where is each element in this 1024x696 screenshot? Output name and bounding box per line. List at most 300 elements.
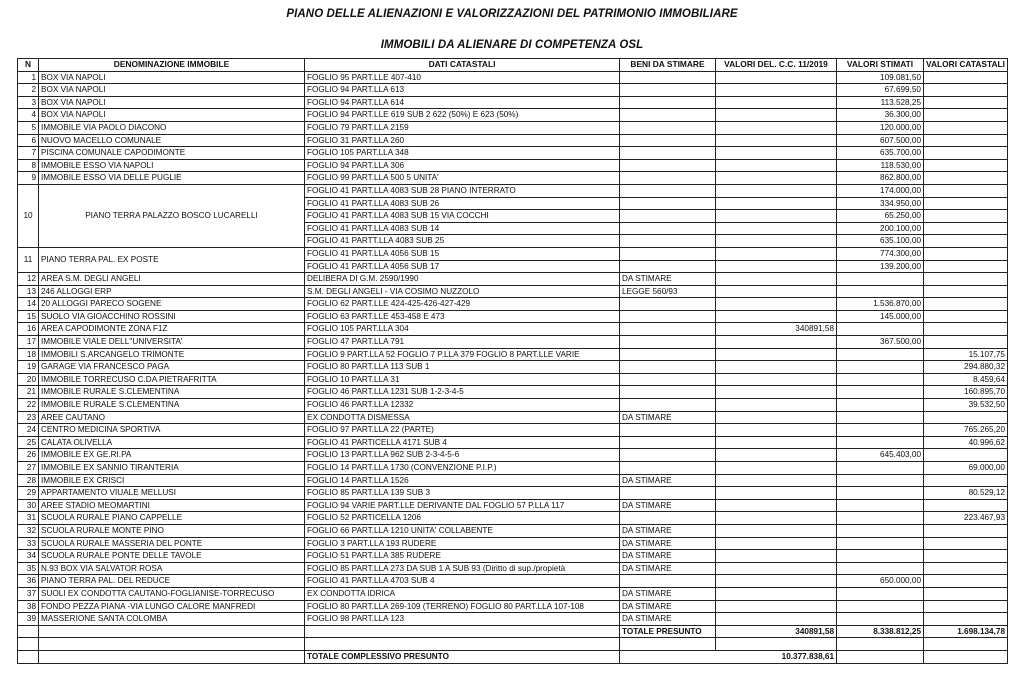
- cell-valori-stimati: [837, 587, 924, 600]
- cell-dati-catastali: FOGLIO 85 PART.LLA 273 DA SUB 1 A SUB 93 (Diritto di sup./propietà: [305, 562, 620, 575]
- cell-valori-stimati: [837, 550, 924, 563]
- cell-valori-cc: [716, 524, 837, 537]
- cell-valori-stimati: 650.000,00: [837, 575, 924, 588]
- cell-valori-cc: [716, 336, 837, 349]
- cell-dati-catastali: FOGLIO 97 PART.LLA 22 (PARTE): [305, 424, 620, 437]
- cell-valori-catastali: [924, 562, 1008, 575]
- cell-valori-cc: [716, 235, 837, 248]
- cell-valori-cc: [716, 537, 837, 550]
- cell-valori-cc: [716, 96, 837, 109]
- table-row: [18, 147, 1008, 160]
- cell-valori-cc: [716, 210, 837, 223]
- table-row: [18, 285, 1008, 298]
- cell-dati-catastali: FOGLIO 105 PART.LLA 304: [305, 323, 620, 336]
- cell-valori-stimati: [837, 323, 924, 336]
- table-row: [18, 524, 1008, 537]
- cell-n: [18, 625, 39, 638]
- table-row: [18, 587, 1008, 600]
- cell-denominazione: IMMOBILE EX SANNIO TIRANTERIA: [39, 462, 305, 475]
- cell-denominazione: AREE CAUTANO: [39, 411, 305, 424]
- cell-n: 24: [18, 424, 39, 437]
- cell-valori-cc: [716, 487, 837, 500]
- table-row: [18, 323, 1008, 336]
- cell-beni-da-stimare: [620, 399, 716, 412]
- cell-n: 28: [18, 474, 39, 487]
- totals-label: TOTALE PRESUNTO: [620, 625, 716, 638]
- cell-valori-stimati: 36.300,00: [837, 109, 924, 122]
- cell-valori-cc: [716, 348, 837, 361]
- cell-valori-cc: [716, 260, 837, 273]
- cell-valori-catastali: [924, 134, 1008, 147]
- table-row: [18, 613, 1008, 626]
- cell-denominazione: MASSERIONE SANTA COLOMBA: [39, 613, 305, 626]
- cell-valori-cc: [716, 474, 837, 487]
- cell-denominazione: FONDO PEZZA PIANA -VIA LUNGO CALORE MANFREDI: [39, 600, 305, 613]
- cell-n: 36: [18, 575, 39, 588]
- table-row: [18, 462, 1008, 475]
- table-row: [18, 348, 1008, 361]
- cell-beni-da-stimare: DA STIMARE: [620, 524, 716, 537]
- cell-valori-cc: [716, 172, 837, 185]
- cell-valori-catastali: [924, 474, 1008, 487]
- cell-valori-catastali: 294.880,32: [924, 361, 1008, 374]
- cell-n: 14: [18, 298, 39, 311]
- table-row: [18, 298, 1008, 311]
- cell-valori-cc: [716, 84, 837, 97]
- cell-dati-catastali: FOGLIO 41 PART.LLA 4083 SUB 14: [305, 222, 620, 235]
- table-row: [18, 109, 1008, 122]
- cell-beni-da-stimare: [620, 147, 716, 160]
- cell-n: 16: [18, 323, 39, 336]
- cell-valori-stimati: 607.500,00: [837, 134, 924, 147]
- cell-dati-catastali: FOGLIO 41 PARTT.LLA 4083 SUB 25: [305, 235, 620, 248]
- totals-row: [18, 625, 1008, 638]
- cell-valori-stimati: [837, 411, 924, 424]
- cell-valori-stimati: [837, 462, 924, 475]
- blank-row: [18, 638, 1008, 651]
- cell-valori-stimati: [837, 474, 924, 487]
- cell-denominazione: SCUOLA RURALE MONTE PINO: [39, 524, 305, 537]
- cell-denominazione: AREA S.M. DEGLI ANGELI: [39, 273, 305, 286]
- cell-n: 32: [18, 524, 39, 537]
- cell-denominazione: SUOLI EX CONDOTTA CAUTANO-FOGLIANISE-TORRECUSO: [39, 587, 305, 600]
- table-row: [18, 575, 1008, 588]
- cell-dati-catastali: FOGLIO 51 PART.LLA 385 RUDERE: [305, 550, 620, 563]
- cell-denominazione: AREE STADIO MEOMARTINI: [39, 499, 305, 512]
- table-row: [18, 84, 1008, 97]
- cell-valori-stimati: [837, 285, 924, 298]
- table-row: [18, 399, 1008, 412]
- cell-beni-da-stimare: [620, 512, 716, 525]
- cell-valori-catastali: [924, 147, 1008, 160]
- cell-valori-cc: [716, 386, 837, 399]
- table-row: [18, 411, 1008, 424]
- table-row: [18, 386, 1008, 399]
- cell-dati-catastali: EX CONDOTTA DISMESSA: [305, 411, 620, 424]
- cell-valori-catastali: [924, 310, 1008, 323]
- cell-beni-da-stimare: [620, 71, 716, 84]
- cell-beni-da-stimare: DA STIMARE: [620, 411, 716, 424]
- cell-n: 7: [18, 147, 39, 160]
- cell-beni-da-stimare: DA STIMARE: [620, 499, 716, 512]
- table-row: [18, 537, 1008, 550]
- cell-valori-cc: [716, 462, 837, 475]
- cell-dati-catastali: FOGLIO 46 PART.LLA 1231 SUB 1-2-3-4-5: [305, 386, 620, 399]
- cell-valori-cc: [716, 310, 837, 323]
- cell-dati-catastali: FOGLIO 14 PART.LLA 1526: [305, 474, 620, 487]
- cell-valori-cc: [716, 147, 837, 160]
- totals-valori-stimati: 8.338.812,25: [837, 625, 924, 638]
- cell-valori-stimati: [837, 499, 924, 512]
- cell-denominazione: IMMOBILE VIA PAOLO DIACONO: [39, 121, 305, 134]
- cell-valori-catastali: [924, 449, 1008, 462]
- totals-valori-catastali: 1.698.134,78: [924, 625, 1008, 638]
- cell-beni-da-stimare: DA STIMARE: [620, 587, 716, 600]
- cell-valori-cc: [716, 285, 837, 298]
- table-row: [18, 184, 1008, 197]
- table-row: [18, 310, 1008, 323]
- cell-valori-catastali: [924, 96, 1008, 109]
- cell-valori-cc: [716, 449, 837, 462]
- cell-n: 19: [18, 361, 39, 374]
- cell-valori-catastali: [924, 524, 1008, 537]
- cell-n: 27: [18, 462, 39, 475]
- table-row: [18, 273, 1008, 286]
- table-row: [18, 474, 1008, 487]
- cell-beni-da-stimare: [620, 197, 716, 210]
- table-row: [18, 121, 1008, 134]
- blank-cell: [18, 638, 39, 651]
- cell-denominazione: CENTRO MEDICINA SPORTIVA: [39, 424, 305, 437]
- grand-total-row: [18, 650, 1008, 663]
- cell-dati-catastali: FOGLIO 63 PART.LLE 453-458 E 473: [305, 310, 620, 323]
- table-row: [18, 449, 1008, 462]
- cell-dati-catastali: FOGLIO 41 PART.LLA 4083 SUB 28 PIANO INTERRATO: [305, 184, 620, 197]
- cell-valori-stimati: [837, 373, 924, 386]
- cell-beni-da-stimare: [620, 323, 716, 336]
- cell-valori-stimati: 145.000,00: [837, 310, 924, 323]
- cell-valori-cc: [716, 197, 837, 210]
- cell-valori-stimati: [837, 273, 924, 286]
- cell-beni-da-stimare: [620, 172, 716, 185]
- cell-valori-stimati: 862.800,00: [837, 172, 924, 185]
- table-row: [18, 550, 1008, 563]
- blank-cell: [924, 650, 1008, 663]
- cell-valori-cc: [716, 550, 837, 563]
- cell-valori-catastali: [924, 298, 1008, 311]
- table-row: [18, 424, 1008, 437]
- cell-denominazione: BOX VIA NAPOLI: [39, 84, 305, 97]
- header-denominazione: DENOMINAZIONE IMMOBILE: [39, 59, 305, 72]
- cell-beni-da-stimare: [620, 184, 716, 197]
- cell-beni-da-stimare: [620, 121, 716, 134]
- cell-dati-catastali: FOGLIO 99 PART.LLA 500 5 UNITA': [305, 172, 620, 185]
- cell-n: 1: [18, 71, 39, 84]
- cell-beni-da-stimare: [620, 235, 716, 248]
- cell-dati-catastali: FOGLIO 41 PART.LLA 4083 SUB 26: [305, 197, 620, 210]
- cell-dati-catastali: FOGLIO 41 PART.LLA 4083 SUB 15 VIA COCCHI: [305, 210, 620, 223]
- cell-valori-cc: [716, 184, 837, 197]
- cell-valori-catastali: [924, 121, 1008, 134]
- cell-valori-cc: [716, 600, 837, 613]
- cell-dati-catastali: FOGLIO 94 PART.LLA 613: [305, 84, 620, 97]
- cell-valori-cc: [716, 373, 837, 386]
- table-row: [18, 96, 1008, 109]
- cell-valori-cc: [716, 512, 837, 525]
- cell-denominazione: GARAGE VIA FRANCESCO PAGA: [39, 361, 305, 374]
- cell-valori-cc: [716, 71, 837, 84]
- blank-cell: [837, 638, 924, 651]
- cell-beni-da-stimare: [620, 134, 716, 147]
- cell-valori-catastali: 8.459,64: [924, 373, 1008, 386]
- cell-dati-catastali: FOGLIO 41 PART.LLA 4703 SUB 4: [305, 575, 620, 588]
- cell-valori-catastali: [924, 222, 1008, 235]
- table-row: [18, 247, 1008, 260]
- cell-valori-stimati: 334.950,00: [837, 197, 924, 210]
- cell-valori-cc: [716, 273, 837, 286]
- header-n: N: [18, 59, 39, 72]
- cell-n: [18, 650, 39, 663]
- table-row: [18, 487, 1008, 500]
- cell-dati-catastali: FOGLIO 79 PART.LLA 2159: [305, 121, 620, 134]
- cell-valori-stimati: [837, 361, 924, 374]
- cell-dati-catastali: FOGLIO 46 PART.LLA 12332: [305, 399, 620, 412]
- cell-n: 12: [18, 273, 39, 286]
- cell-beni-da-stimare: DA STIMARE: [620, 537, 716, 550]
- cell-valori-stimati: [837, 613, 924, 626]
- cell-valori-catastali: [924, 411, 1008, 424]
- cell-beni-da-stimare: [620, 436, 716, 449]
- cell-denominazione: BOX VIA NAPOLI: [39, 71, 305, 84]
- cell-valori-cc: [716, 134, 837, 147]
- cell-dati-catastali: FOGLIO 98 PART.LLA 123: [305, 613, 620, 626]
- cell-dati-catastali: [305, 625, 620, 638]
- cell-n: 6: [18, 134, 39, 147]
- cell-n: 11: [18, 247, 39, 272]
- cell-n: 4: [18, 109, 39, 122]
- cell-dati-catastali: FOGLIO 10 PART.LLA 31: [305, 373, 620, 386]
- cell-valori-catastali: [924, 247, 1008, 260]
- cell-valori-cc: [716, 411, 837, 424]
- cell-dati-catastali: FOGLIO 94 PART.LLA 306: [305, 159, 620, 172]
- cell-beni-da-stimare: [620, 424, 716, 437]
- cell-denominazione: PIANO TERRA PAL. EX POSTE: [39, 247, 305, 272]
- cell-n: 5: [18, 121, 39, 134]
- cell-denominazione: IMMOBILE RURALE S.CLEMENTINA: [39, 399, 305, 412]
- cell-valori-cc: 340891,58: [716, 323, 837, 336]
- cell-valori-catastali: [924, 285, 1008, 298]
- cell-valori-catastali: [924, 600, 1008, 613]
- cell-beni-da-stimare: [620, 247, 716, 260]
- cell-valori-catastali: [924, 210, 1008, 223]
- cell-valori-catastali: [924, 84, 1008, 97]
- cell-denominazione: PISCINA COMUNALE CAPODIMONTE: [39, 147, 305, 160]
- cell-beni-da-stimare: [620, 449, 716, 462]
- table-row: [18, 600, 1008, 613]
- cell-valori-cc: [716, 109, 837, 122]
- cell-dati-catastali: FOGLIO 85 PART.LLA 139 SUB 3: [305, 487, 620, 500]
- cell-denominazione: PIANO TERRA PALAZZO BOSCO LUCARELLI: [39, 184, 305, 247]
- cell-n: 10: [18, 184, 39, 247]
- cell-dati-catastali: FOGLIO 31 PART.LLA 260: [305, 134, 620, 147]
- cell-beni-da-stimare: [620, 487, 716, 500]
- cell-denominazione: AREA CAPODIMONTE ZONA F1Z: [39, 323, 305, 336]
- cell-beni-da-stimare: DA STIMARE: [620, 273, 716, 286]
- document-subtitle: IMMOBILI DA ALIENARE DI COMPETENZA OSL: [380, 39, 644, 51]
- cell-n: 23: [18, 411, 39, 424]
- cell-denominazione: IMMOBILE ESSO VIA NAPOLI: [39, 159, 305, 172]
- cell-denominazione: SCUOLA RURALE PIANO CAPPELLE: [39, 512, 305, 525]
- cell-denominazione: IMMOBILE EX GE.RI.PA: [39, 449, 305, 462]
- cell-valori-catastali: [924, 587, 1008, 600]
- cell-n: 34: [18, 550, 39, 563]
- cell-n: 3: [18, 96, 39, 109]
- cell-beni-da-stimare: [620, 298, 716, 311]
- cell-dati-catastali: FOGLIO 41 PART.LLA 4056 SUB 15: [305, 247, 620, 260]
- cell-denominazione: BOX VIA NAPOLI: [39, 109, 305, 122]
- cell-valori-cc: [716, 436, 837, 449]
- cell-valori-catastali: 15.107,75: [924, 348, 1008, 361]
- cell-dati-catastali: DELIBERA DI G.M. 2590/1990: [305, 273, 620, 286]
- cell-dati-catastali: FOGLIO 62 PART.LLE 424-425-426-427-429: [305, 298, 620, 311]
- cell-dati-catastali: FOGLIO 3 PART.LLA 193 RUDERE: [305, 537, 620, 550]
- table-row: [18, 436, 1008, 449]
- cell-beni-da-stimare: [620, 84, 716, 97]
- cell-valori-stimati: [837, 386, 924, 399]
- cell-beni-da-stimare: [620, 310, 716, 323]
- cell-denominazione: NUOVO MACELLO COMUNALE: [39, 134, 305, 147]
- cell-beni-da-stimare: [620, 109, 716, 122]
- cell-denominazione: IMMOBILE ESSO VIA DELLE PUGLIE: [39, 172, 305, 185]
- cell-valori-stimati: [837, 524, 924, 537]
- cell-valori-catastali: [924, 184, 1008, 197]
- cell-n: 33: [18, 537, 39, 550]
- grand-total-value: 10.377.838,61: [620, 650, 837, 663]
- cell-valori-stimati: 118.530,00: [837, 159, 924, 172]
- cell-denominazione: IMMOBILE VIALE DELL''UNIVERSITA': [39, 336, 305, 349]
- cell-valori-cc: [716, 222, 837, 235]
- cell-valori-catastali: [924, 172, 1008, 185]
- cell-valori-catastali: 40.996,62: [924, 436, 1008, 449]
- cell-valori-stimati: 635.700,00: [837, 147, 924, 160]
- table-row: [18, 562, 1008, 575]
- cell-n: 26: [18, 449, 39, 462]
- cell-valori-stimati: 67.699,50: [837, 84, 924, 97]
- cell-dati-catastali: FOGLIO 95 PART.LLE 407-410: [305, 71, 620, 84]
- cell-denominazione: SCUOLA RURALE PONTE DELLE TAVOLE: [39, 550, 305, 563]
- cell-valori-catastali: 69.000,00: [924, 462, 1008, 475]
- cell-n: 35: [18, 562, 39, 575]
- cell-valori-catastali: 80.529,12: [924, 487, 1008, 500]
- cell-dati-catastali: FOGLIO 105 PART.LLA 348: [305, 147, 620, 160]
- cell-dati-catastali: FOGLIO 41 PARTICELLA 4171 SUB 4: [305, 436, 620, 449]
- cell-valori-stimati: [837, 348, 924, 361]
- cell-dati-catastali: S.M. DEGLI ANGELI - VIA COSIMO NUZZOLO: [305, 285, 620, 298]
- cell-valori-catastali: [924, 537, 1008, 550]
- cell-valori-catastali: 223.467,93: [924, 512, 1008, 525]
- cell-valori-stimati: [837, 399, 924, 412]
- cell-dati-catastali: FOGLIO 52 PARTICELLA 1206: [305, 512, 620, 525]
- cell-dati-catastali: FOGLIO 47 PART.LLA 791: [305, 336, 620, 349]
- cell-denominazione: PIANO TERRA PAL. DEL REDUCE: [39, 575, 305, 588]
- cell-valori-stimati: [837, 537, 924, 550]
- cell-denominazione: IMMOBILI S.ARCANGELO TRIMONTE: [39, 348, 305, 361]
- cell-valori-catastali: [924, 109, 1008, 122]
- grand-total-label: TOTALE COMPLESSIVO PRESUNTO: [305, 650, 620, 663]
- header-dati-catastali: DATI CATASTALI: [305, 59, 620, 72]
- cell-beni-da-stimare: DA STIMARE: [620, 600, 716, 613]
- cell-dati-catastali: FOGLIO 14 PART.LLA 1730 (CONVENZIONE P.I.P.): [305, 462, 620, 475]
- cell-valori-stimati: [837, 600, 924, 613]
- cell-valori-catastali: 160.895,70: [924, 386, 1008, 399]
- cell-dati-catastali: FOGLIO 41 PART.LLA 4056 SUB 17: [305, 260, 620, 273]
- cell-denominazione: SCUOLA RURALE MASSERIA DEL PONTE: [39, 537, 305, 550]
- cell-valori-catastali: [924, 235, 1008, 248]
- cell-denominazione: BOX VIA NAPOLI: [39, 96, 305, 109]
- cell-valori-cc: [716, 298, 837, 311]
- cell-valori-catastali: 765.265,20: [924, 424, 1008, 437]
- cell-beni-da-stimare: [620, 222, 716, 235]
- cell-valori-stimati: 109.081,50: [837, 71, 924, 84]
- table-row: [18, 134, 1008, 147]
- cell-valori-stimati: 139.200,00: [837, 260, 924, 273]
- cell-beni-da-stimare: [620, 260, 716, 273]
- blank-cell: [924, 638, 1008, 651]
- cell-beni-da-stimare: [620, 462, 716, 475]
- cell-beni-da-stimare: [620, 575, 716, 588]
- cell-n: 17: [18, 336, 39, 349]
- cell-valori-catastali: [924, 159, 1008, 172]
- blank-cell: [620, 638, 716, 651]
- blank-cell: [39, 638, 305, 651]
- cell-valori-stimati: [837, 487, 924, 500]
- cell-valori-stimati: 774.300,00: [837, 247, 924, 260]
- header-valori-catastali: VALORI CATASTALI: [924, 59, 1008, 72]
- blank-cell: [305, 638, 620, 651]
- cell-beni-da-stimare: DA STIMARE: [620, 550, 716, 563]
- cell-n: 22: [18, 399, 39, 412]
- cell-valori-catastali: 39.532,50: [924, 399, 1008, 412]
- cell-beni-da-stimare: [620, 361, 716, 374]
- cell-valori-stimati: 645.403,00: [837, 449, 924, 462]
- cell-valori-stimati: 65.250,00: [837, 210, 924, 223]
- cell-denominazione: APPARTAMENTO VIUALE MELLUSI: [39, 487, 305, 500]
- header-valori-stimati: VALORI STIMATI: [837, 59, 924, 72]
- cell-beni-da-stimare: [620, 386, 716, 399]
- cell-valori-stimati: 120.000,00: [837, 121, 924, 134]
- cell-valori-catastali: [924, 71, 1008, 84]
- cell-beni-da-stimare: LEGGE 560/93: [620, 285, 716, 298]
- cell-n: 30: [18, 499, 39, 512]
- blank-cell: [837, 650, 924, 663]
- table-row: [18, 71, 1008, 84]
- cell-valori-catastali: [924, 273, 1008, 286]
- cell-beni-da-stimare: [620, 348, 716, 361]
- table-header-row: [18, 59, 1008, 72]
- cell-beni-da-stimare: [620, 336, 716, 349]
- cell-denominazione: 246 ALLOGGI ERP: [39, 285, 305, 298]
- cell-n: 21: [18, 386, 39, 399]
- cell-beni-da-stimare: DA STIMARE: [620, 613, 716, 626]
- cell-valori-catastali: [924, 613, 1008, 626]
- cell-n: 20: [18, 373, 39, 386]
- cell-dati-catastali: FOGLIO 94 PART.LLA 614: [305, 96, 620, 109]
- cell-valori-cc: [716, 562, 837, 575]
- cell-denominazione: IMMOBILE TORRECUSO C.DA PIETRAFRITTA: [39, 373, 305, 386]
- table-row: [18, 373, 1008, 386]
- cell-valori-stimati: 1.536.870,00: [837, 298, 924, 311]
- cell-n: 15: [18, 310, 39, 323]
